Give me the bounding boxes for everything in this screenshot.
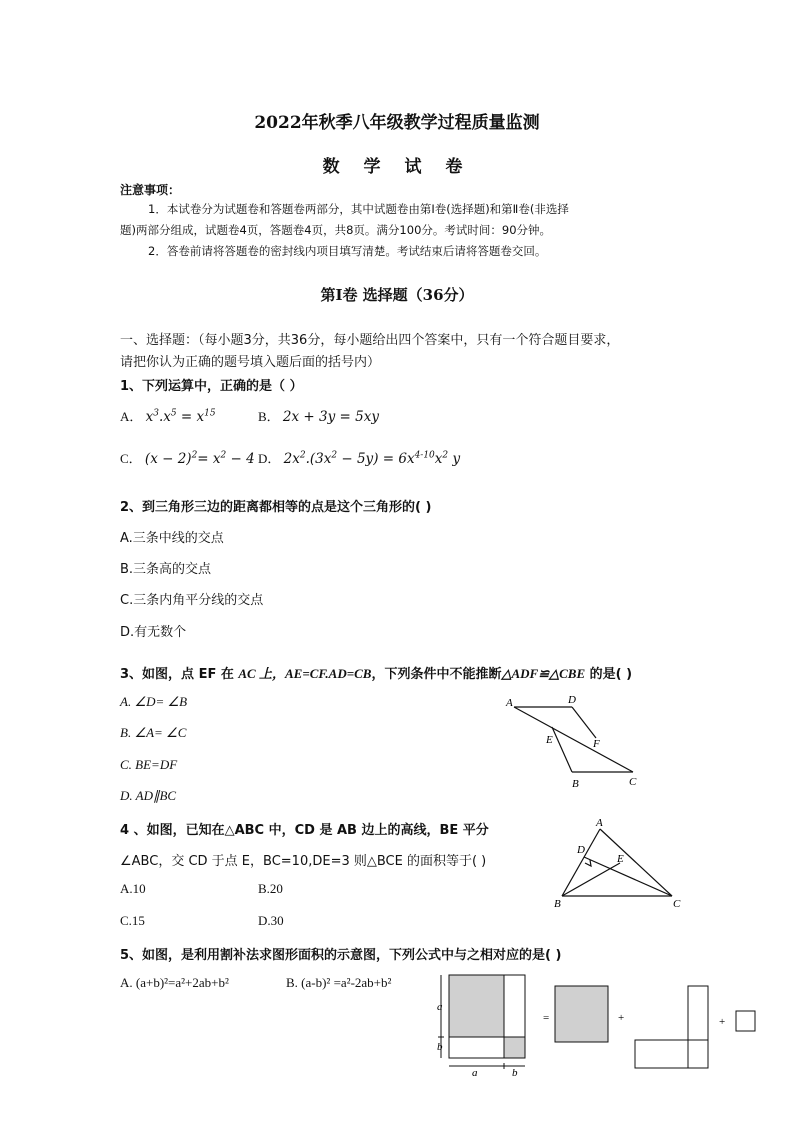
q5-l-shape [635, 986, 708, 1068]
q3-stem-part-2: AC 上，AE=CF.AD=CB [238, 666, 372, 681]
section-title: 第Ⅰ卷 选择题（36分） [320, 286, 474, 304]
q3-option-d: D. AD∥BC [120, 788, 177, 803]
q1-option-c: C． $(x - 2)^2= x^2 - 4$ [120, 450, 255, 467]
q4-option-d: D.30 [258, 913, 284, 928]
q1-b-label: B． [258, 409, 280, 424]
q4-label-b: B [554, 898, 561, 910]
q1-d-label: D． [258, 451, 281, 466]
q4-figure [548, 815, 688, 915]
q3-option-a: A. ∠D= ∠B [120, 694, 188, 709]
q3-stem [120, 663, 632, 682]
q2-option-b: B.三条高的交点 [120, 562, 212, 577]
q3-option-c: C. BE=DF [120, 757, 178, 772]
q4-line-2: ∠ABC，交 CD 于点 E，BC=10,DE=3 则△BCE 的面积等于( ) [120, 854, 487, 869]
note-1-line-2: 题)两部分组成，试题卷4页，答题卷4页，共8页。满分100分。考试时间：90分钟。 [120, 223, 552, 237]
q4-label-e: E [617, 853, 624, 865]
q5-label-a-horizontal: a [472, 1067, 478, 1076]
q2-option-d: D.有无数个 [120, 625, 187, 640]
q1-stem: 1、下列运算中，正确的是（ ） [120, 379, 303, 394]
note-1-line-1: 1．本试卷分为试题卷和答题卷两部分，其中试题卷由第Ⅰ卷(选择题)和第Ⅱ卷(非选择 [148, 202, 569, 216]
q1-c-label: C． [120, 451, 142, 466]
q3-label-d: D [568, 694, 576, 706]
q2-option-a: A.三条中线的交点 [120, 531, 224, 546]
q4-label-d: D [577, 844, 585, 856]
q4-label-a: A [596, 817, 603, 829]
q3-figure [500, 690, 650, 790]
q5-label-b-vertical: b [437, 1041, 443, 1053]
q3-label-b: B [572, 778, 579, 790]
q4-option-a: A.10 [120, 881, 146, 896]
q5-label-b-horizontal: b [512, 1067, 518, 1076]
q3-stem-part-5: 的是( ) [585, 667, 633, 682]
exam-subtitle: 数 学 试 卷 [322, 157, 472, 177]
q3-label-a: A [506, 697, 513, 709]
q5-figure [432, 970, 768, 1076]
q4-line-1: 4 、如图，已知在△ABC 中，CD 是 AB 边上的高线，BE 平分 [120, 823, 489, 838]
q3-stem-part-4: △ADF≌△CBE [501, 666, 586, 681]
q2-stem: 2、到三角形三边的距离都相等的点是这个三角形的( ) [120, 500, 432, 515]
q3-label-f: F [593, 738, 600, 750]
q5-option-a: A. (a+b)²=a²+2ab+b² [120, 975, 229, 990]
q3-stem-part-3: ，下列条件中不能推断 [371, 667, 502, 682]
q5-plus-sign-2: + [719, 1016, 726, 1028]
q4-option-b: B.20 [258, 881, 283, 896]
section-instructions-line-1: 一、选择题：（每小题3分，共36分，每小题给出四个答案中，只有一个符合题目要求， [120, 333, 620, 348]
notes-heading: 注意事项： [120, 183, 181, 197]
q3-label-c: C [629, 776, 637, 788]
q5-shaded-square [555, 986, 608, 1042]
q4-option-c: C.15 [120, 913, 145, 928]
q2-option-c: C.三条内角平分线的交点 [120, 593, 264, 608]
q1-option-d: D． $2x^2.(3x^2 - 5y) = 6x^{4-10}x^2$ y [258, 450, 461, 467]
q5-plus-sign-1: + [618, 1012, 625, 1024]
q5-small-square [736, 1011, 755, 1031]
q3-option-b: B. ∠A= ∠C [120, 725, 187, 740]
q5-option-b: B. (a-b)² =a²-2ab+b² [286, 975, 392, 990]
section-instructions-line-2: 请把你认为正确的题号填入题后面的括号内） [120, 355, 381, 370]
q1-option-b: B． 2x + 3y = 5xy [258, 409, 379, 425]
q1-option-a: A． $x^3.x^5 = x^{15}$ [120, 408, 216, 425]
note-2: 2．答卷前请将答题卷的密封线内项目填写清楚。考试结束后请将答题卷交回。 [148, 244, 547, 258]
exam-title: 2022年秋季八年级教学过程质量监测 [254, 113, 540, 133]
q5-equals-sign: = [543, 1012, 550, 1024]
q5-stem: 5、如图，是利用割补法求图形面积的示意图，下列公式中与之相对应的是( ) [120, 948, 562, 963]
q4-label-c: C [673, 898, 681, 910]
q3-label-e: E [546, 734, 553, 746]
q5-label-a-vertical: a [437, 1001, 443, 1013]
q1-a-label: A． [120, 409, 143, 424]
q3-stem-part-1: 3、如图，点 EF 在 [120, 667, 239, 682]
